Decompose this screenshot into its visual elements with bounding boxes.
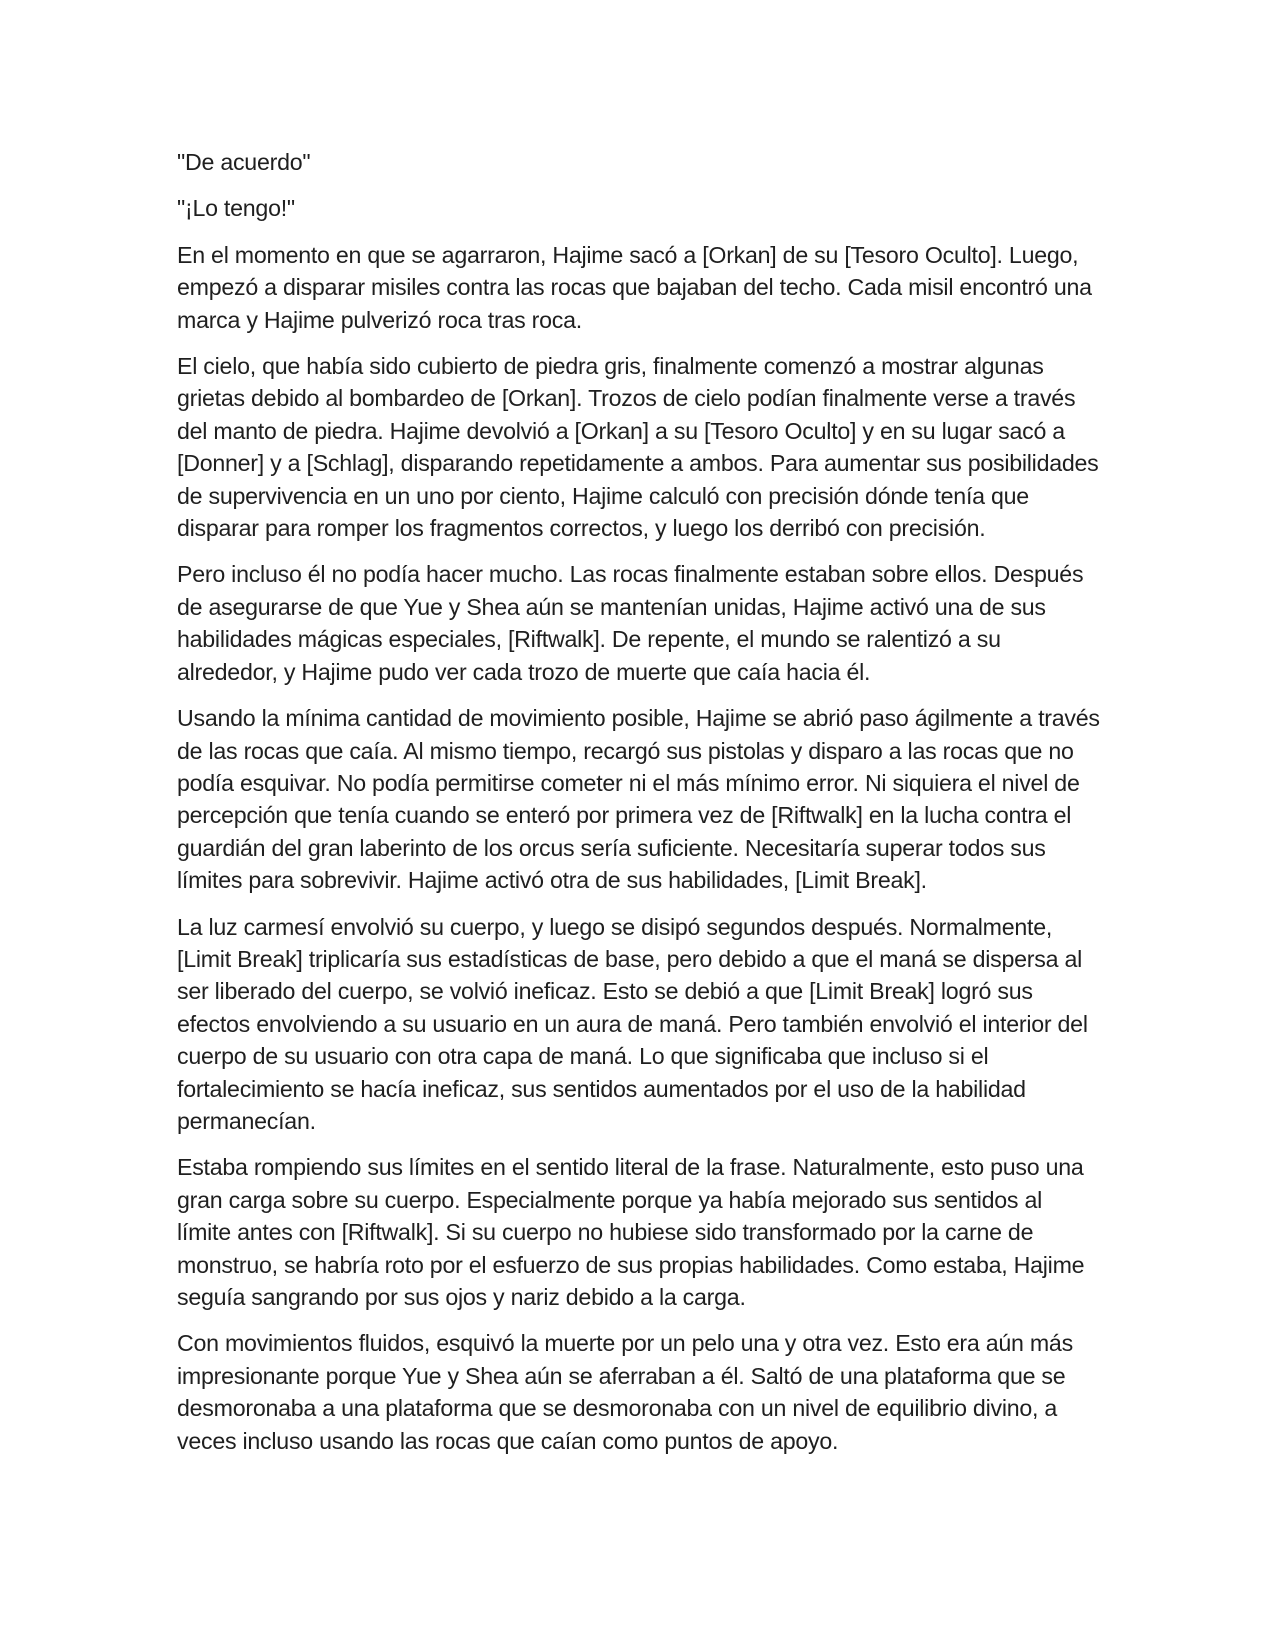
paragraph-2: "¡Lo tengo!"	[177, 195, 295, 222]
paragraph-8: Estaba rompiendo sus límites en el sentido literal de la frase. Naturalmente, esto puso una gran carga sobre su cuerpo. Especialmente porque ya había mejorado sus sentidos al límite antes con [Riftwalk]. Si su cuerpo no hubiese sido transformado por la carne de monstruo, se habría roto por el esfuerzo de sus propias habilidades. Como estaba, Hajime seguía sangrando por sus ojos y nariz debido a la carga.	[177, 1154, 1085, 1310]
paragraph-4: El cielo, que había sido cubierto de piedra gris, finalmente comenzó a mostrar algunas grietas debido al bombardeo de [Orkan]. Trozos de cielo podían finalmente verse a través del manto de piedra. Hajime devolvió a [Orkan] a su [Tesoro Oculto] y en su lugar sacó a [Donner] y a [Schlag], disparando repetidamente a ambos. Para aumentar sus posibilidades de supervivencia en un uno por ciento, Hajime calculó con precisión dónde tenía que disparar para romper los fragmentos correctos, y luego los derribó con precisión.	[177, 353, 1099, 542]
paragraph-6: Usando la mínima cantidad de movimiento posible, Hajime se abrió paso ágilmente a través de las rocas que caía. Al mismo tiempo, recargó sus pistolas y disparo a las rocas que no podía esquivar. No podía permitirse cometer ni el más mínimo error. Ni siquiera el nivel de percepción que tenía cuando se enteró por primera vez de [Riftwalk] en la lucha contra el guardián del gran laberinto de los orcus sería suficiente. Necesitaría superar todos sus límites para sobrevivir. Hajime activó otra de sus habilidades, [Limit Break].	[177, 705, 1100, 894]
paragraph-5: Pero incluso él no podía hacer mucho. Las rocas finalmente estaban sobre ellos. Después de asegurarse de que Yue y Shea aún se mantenían unidas, Hajime activó una de sus habilidades mágicas especiales, [Riftwalk]. De repente, el mundo se ralentizó a su alrededor, y Hajime pudo ver cada trozo de muerte que caía hacia él.	[177, 561, 1084, 685]
paragraph-3: En el momento en que se agarraron, Hajime sacó a [Orkan] de su [Tesoro Oculto]. Luego, empezó a disparar misiles contra las rocas que bajaban del techo. Cada misil encontró una marca y Hajime pulverizó roca tras roca.	[177, 241, 1092, 333]
paragraph-9: Con movimientos fluidos, esquivó la muerte por un pelo una y otra vez. Esto era aún más impresionante porque Yue y Shea aún se aferraban a él. Saltó de una plataforma que se desmoronaba a una plataforma que se desmoronaba con un nivel de equilibrio divino, a veces incluso usando las rocas que caían como puntos de apoyo.	[177, 1330, 1073, 1454]
document-body	[177, 146, 1102, 1471]
paragraph-1: "De acuerdo"	[177, 149, 311, 175]
paragraph-7: La luz carmesí envolvió su cuerpo, y luego se disipó segundos después. Normalmente, [Limit Break] triplicaría sus estadísticas de base, pero debido a que el maná se dispersa al ser liberado del cuerpo, se volvió ineficaz. Esto se debió a que [Limit Break] logró sus efectos envolviendo a su usuario en un aura de maná. Pero también envolvió el interior del cuerpo de su usuario con otra capa de maná. Lo que significaba que incluso si el fortalecimiento se hacía ineficaz, sus sentidos aumentados por el uso de la habilidad permanecían.	[177, 913, 1088, 1134]
